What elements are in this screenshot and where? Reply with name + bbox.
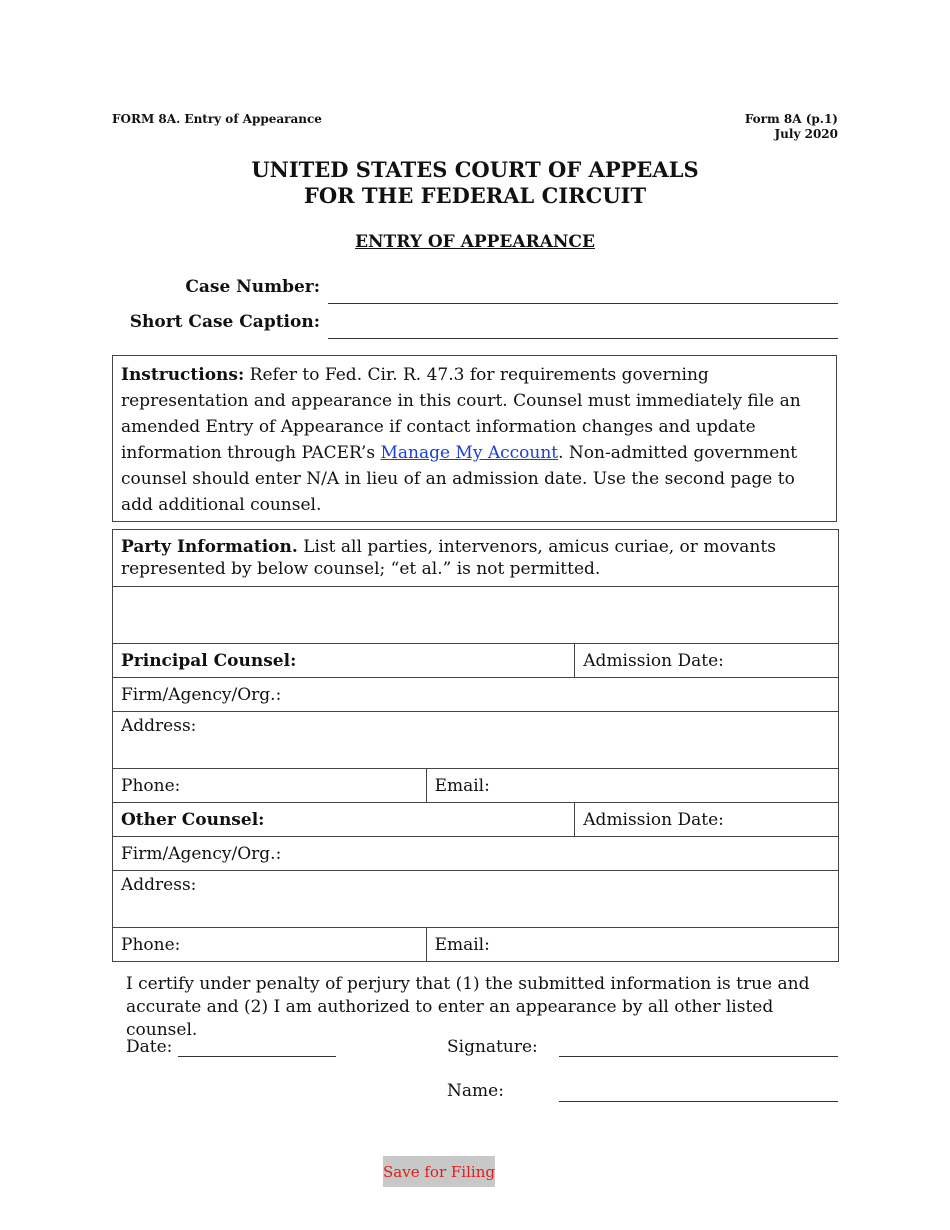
name-label: Name:	[447, 1081, 504, 1101]
party-information-table	[112, 529, 839, 962]
other-firm-field[interactable]: Firm/Agency/Org.:	[113, 837, 839, 871]
other-admission-date-field[interactable]: Admission Date:	[575, 803, 839, 837]
party-information-heading: Party Information.	[121, 537, 298, 557]
instructions-text-end: . Non-admitted government counsel should enter N/A in lieu of an admission date. Use the second page to add additional counsel.	[121, 443, 798, 515]
form-meta	[745, 112, 838, 142]
court-title	[0, 157, 950, 209]
other-counsel-field[interactable]: Other Counsel:	[113, 803, 575, 837]
name-field[interactable]	[559, 1100, 838, 1102]
instructions-text: Refer to Fed. Cir. R. 47.3 for requirements governing representation and appearance in this court. Counsel must immediately file an amended Entry of Appearance if contact information changes and update information through PACER’s	[121, 365, 801, 463]
save-for-filing-button[interactable]: Save for Filing	[383, 1156, 495, 1187]
principal-admission-date-field[interactable]: Admission Date:	[575, 644, 839, 678]
date-label: Date:	[126, 1037, 173, 1057]
case-number-field[interactable]	[328, 302, 838, 304]
manage-my-account-link[interactable]: Manage My Account	[380, 443, 559, 463]
form-date: July 2020	[774, 127, 838, 141]
other-phone-field[interactable]: Phone:	[113, 928, 427, 962]
instructions-box	[112, 355, 837, 522]
case-caption-label: Short Case Caption:	[129, 312, 320, 332]
case-caption-field[interactable]	[328, 337, 838, 339]
certification-text: I certify under penalty of perjury that (1) the submitted information is true and accurate and (2) I am authorized to enter an appearance by all other listed counsel.	[126, 974, 810, 1040]
case-number-label: Case Number:	[185, 277, 320, 297]
party-information-field[interactable]	[113, 587, 839, 644]
principal-counsel-field[interactable]: Principal Counsel:	[113, 644, 575, 678]
court-title-line2: FOR THE FEDERAL CIRCUIT	[303, 183, 647, 208]
party-information-header	[113, 530, 839, 587]
date-field[interactable]	[178, 1055, 336, 1057]
instructions-heading: Instructions:	[121, 365, 245, 385]
principal-firm-field[interactable]: Firm/Agency/Org.:	[113, 678, 839, 712]
principal-phone-field[interactable]: Phone:	[113, 769, 427, 803]
signature-label: Signature:	[447, 1037, 538, 1057]
principal-address-field[interactable]: Address:	[113, 712, 839, 769]
party-information-text: List all parties, intervenors, amicus curiae, or movants represented by below counsel; “et al.” is not permitted.	[121, 537, 776, 579]
form-page: Form 8A (p.1)	[744, 112, 838, 126]
signature-field[interactable]	[559, 1055, 838, 1057]
other-address-field[interactable]: Address:	[113, 871, 839, 928]
principal-email-field[interactable]: Email:	[426, 769, 838, 803]
other-email-field[interactable]: Email:	[426, 928, 838, 962]
form-name: FORM 8A. Entry of Appearance	[112, 112, 322, 126]
page-title: ENTRY OF APPEARANCE	[355, 232, 595, 252]
court-title-line1: UNITED STATES COURT OF APPEALS	[251, 157, 699, 182]
